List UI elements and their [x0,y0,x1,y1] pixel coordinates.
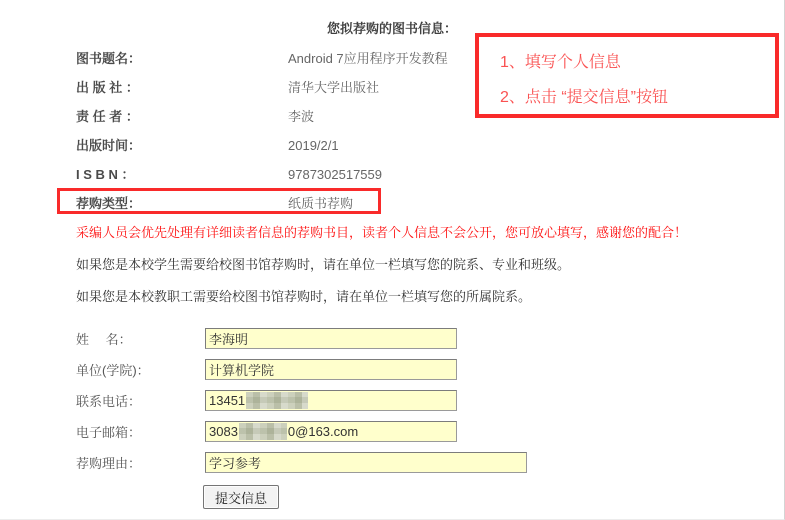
email-redaction-mosaic [239,423,287,440]
publisher-value: 清华大学出版社 [288,80,380,95]
recommend-type-label: 荐购类型： [76,196,142,211]
phone-label: 联系电话： [76,394,142,409]
email-row [0,416,784,447]
reason-label: 荐购理由： [76,456,142,471]
name-label: 姓 名： [76,332,132,347]
book-title-label: 图书题名： [76,51,142,66]
publish-date-label: 出版时间： [76,138,142,153]
instruction-step-1: 1、填写个人信息 [500,54,621,71]
unit-label: 单位(学院)： [76,363,150,378]
phone-input[interactable] [205,390,457,411]
recommend-type-value: 纸质书荐购 [288,196,354,211]
publish-date-row [0,131,784,160]
author-value: 李波 [288,109,315,124]
isbn-value: 9787302517559 [288,167,382,182]
staff-note: 如果您是本校教职工需要给校图书馆荐购时，请在单位一栏填写您的所属院系。 [76,288,532,304]
instruction-step-2: 2、点击 “提交信息”按钮 [500,89,669,106]
publisher-label: 出 版 社 ： [76,80,139,95]
student-note: 如果您是本校学生需要给校图书馆荐购时，请在单位一栏填写您的院系、专业和班级。 [76,256,571,272]
phone-redaction-mosaic [246,392,308,409]
isbn-label: I S B N ： [76,167,135,182]
unit-row [0,354,784,385]
reason-input[interactable] [205,452,527,473]
instruction-annotation-box [475,33,779,118]
author-label: 责 任 者 ： [76,109,139,124]
page-title: 您拟荐购的图书信息： [326,21,457,36]
name-input-value: 李海明 [209,332,249,347]
privacy-note: 采编人员会优先处理有详细读者信息的荐购书目，读者个人信息不会公开，您可放心填写，感谢您的配合！ [76,224,688,240]
submit-button[interactable]: 提交信息 [203,485,279,509]
book-title-value: Android 7应用程序开发教程 [288,51,448,66]
phone-row [0,385,784,416]
reader-info-form [0,323,784,509]
reason-row [0,447,784,478]
unit-input-value: 计算机学院 [209,363,275,378]
email-input-prefix: 3083 [209,424,238,439]
recommend-type-row [0,189,784,218]
notes-section [0,215,784,311]
reason-input-value: 学习参考 [209,456,262,471]
submit-row [0,485,784,509]
email-input-suffix: 0@163.com [287,424,359,439]
email-label: 电子邮箱： [76,425,142,440]
name-input[interactable] [205,328,457,349]
isbn-row [0,160,784,189]
email-input[interactable] [205,421,457,442]
publish-date-value: 2019/2/1 [288,138,339,153]
phone-input-value: 13451 [209,393,246,408]
name-row [0,323,784,354]
unit-input[interactable] [205,359,457,380]
